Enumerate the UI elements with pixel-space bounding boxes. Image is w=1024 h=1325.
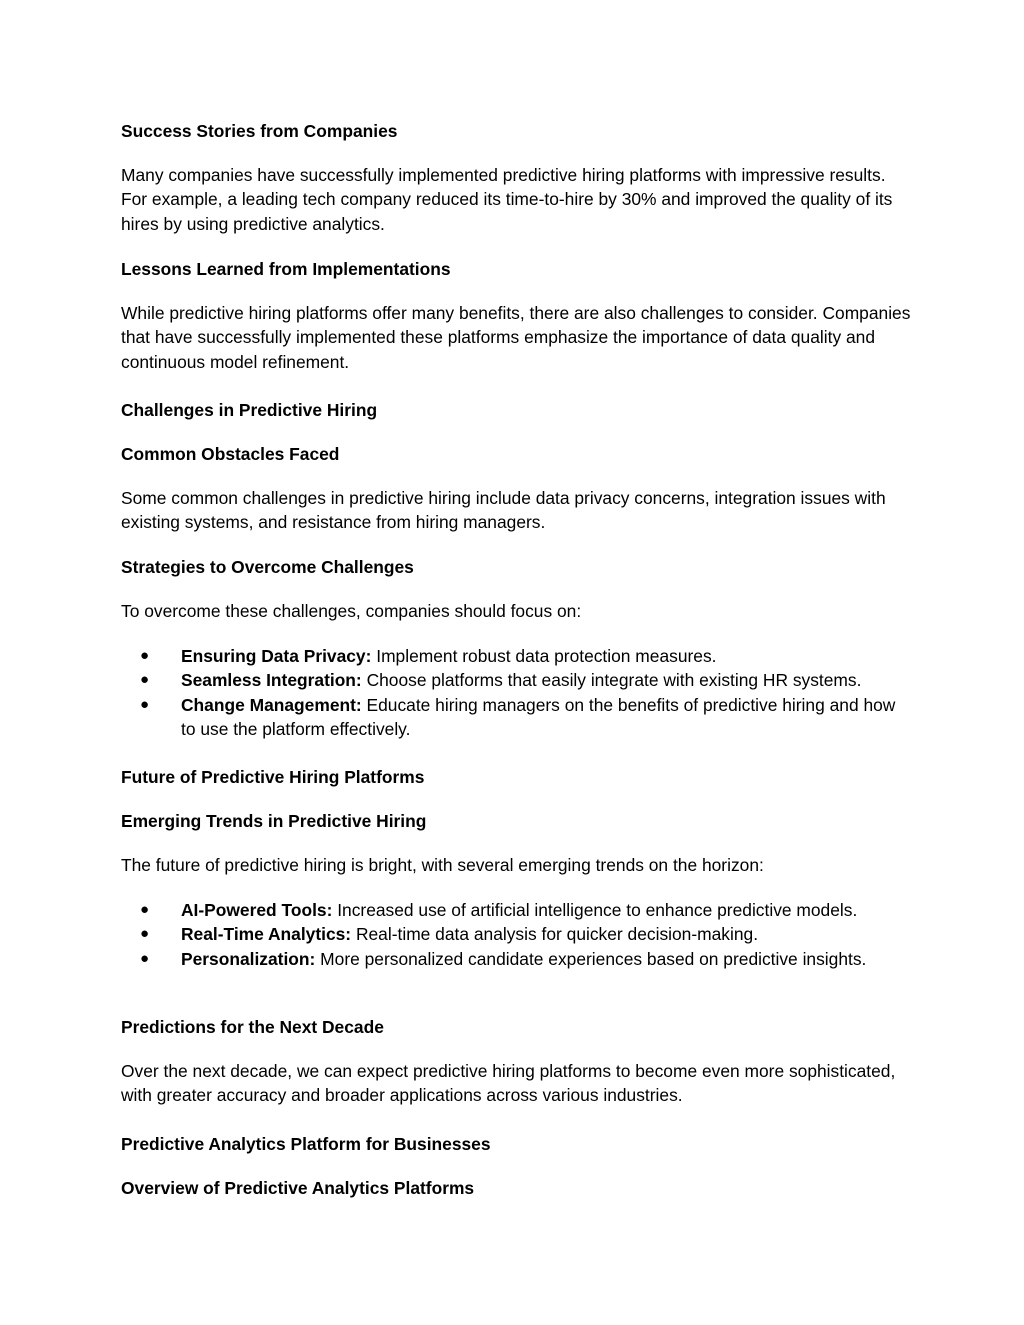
list-item (121, 898, 911, 922)
paragraph-lessons-learned: While predictive hiring platforms offer many benefits, there are also challenges to consider. Companies that have successfully implemented these platforms emphasize the importance of data quality and continuous model refinement. (121, 303, 911, 372)
list-item (121, 644, 911, 668)
list-item-term: AI-Powered Tools: (181, 900, 333, 920)
list-item (121, 922, 911, 946)
list-item-desc: Educate hiring managers on the benefits of predictive hiring and how to use the platform effectively. (181, 694, 896, 740)
bullet-icon: ● (140, 647, 150, 664)
list-item-desc: Choose platforms that easily integrate with existing HR systems. (361, 670, 862, 691)
list-item-desc: Increased use of artificial intelligence to enhance predictive models. (332, 900, 858, 920)
list-item-desc: Real-time data analysis for quicker decision-making. (351, 924, 759, 945)
paragraph-trends-intro: The future of predictive hiring is bright, with several emerging trends on the horizon: (121, 855, 764, 875)
list-item-term: Seamless Integration: (181, 670, 362, 691)
list-item-desc: More personalized candidate experiences based on predictive insights. (315, 948, 867, 969)
bullet-icon: ● (140, 925, 150, 943)
trends-list (121, 898, 911, 971)
heading-future: Future of Predictive Hiring Platforms (121, 767, 425, 787)
paragraph-predictions: Over the next decade, we can expect predictive hiring platforms to become even more sophisticated, with greater accuracy and broader applications across various industries. (121, 1061, 896, 1106)
paragraph-strategies-intro: To overcome these challenges, companies should focus on: (121, 601, 582, 621)
bullet-icon: ● (140, 695, 150, 713)
bullet-icon: ● (140, 949, 150, 967)
heading-challenges: Challenges in Predictive Hiring (121, 400, 378, 420)
heading-success-stories: Success Stories from Companies (121, 121, 398, 141)
heading-predictive-analytics-platform: Predictive Analytics Platform for Businesses (121, 1134, 491, 1154)
heading-common-obstacles: Common Obstacles Faced (121, 444, 340, 464)
paragraph-success-stories: Many companies have successfully implemented predictive hiring platforms with impressive results. For example, a leading tech company reduced its time-to-hire by 30% and improved the quality of its hires by using predictive analytics. (121, 165, 893, 234)
heading-lessons-learned: Lessons Learned from Implementations (121, 259, 451, 279)
heading-emerging-trends: Emerging Trends in Predictive Hiring (121, 811, 427, 831)
list-item-term: Personalization: (181, 948, 316, 969)
list-item (121, 668, 911, 692)
list-item-term: Change Management: (181, 694, 362, 715)
list-item-desc: Implement robust data protection measures. (371, 646, 717, 666)
list-item-term: Ensuring Data Privacy: (181, 646, 372, 666)
list-item (121, 947, 911, 971)
heading-predictions: Predictions for the Next Decade (121, 1017, 384, 1037)
bullet-icon: ● (140, 671, 150, 689)
list-item (121, 693, 911, 742)
strategies-list (121, 644, 911, 742)
bullet-icon: ● (140, 901, 150, 918)
paragraph-common-obstacles: Some common challenges in predictive hiring include data privacy concerns, integration issues with existing systems, and resistance from hiring managers. (121, 488, 886, 533)
heading-strategies: Strategies to Overcome Challenges (121, 557, 414, 577)
heading-overview: Overview of Predictive Analytics Platforms (121, 1178, 475, 1198)
list-item-term: Real-Time Analytics: (181, 924, 352, 945)
